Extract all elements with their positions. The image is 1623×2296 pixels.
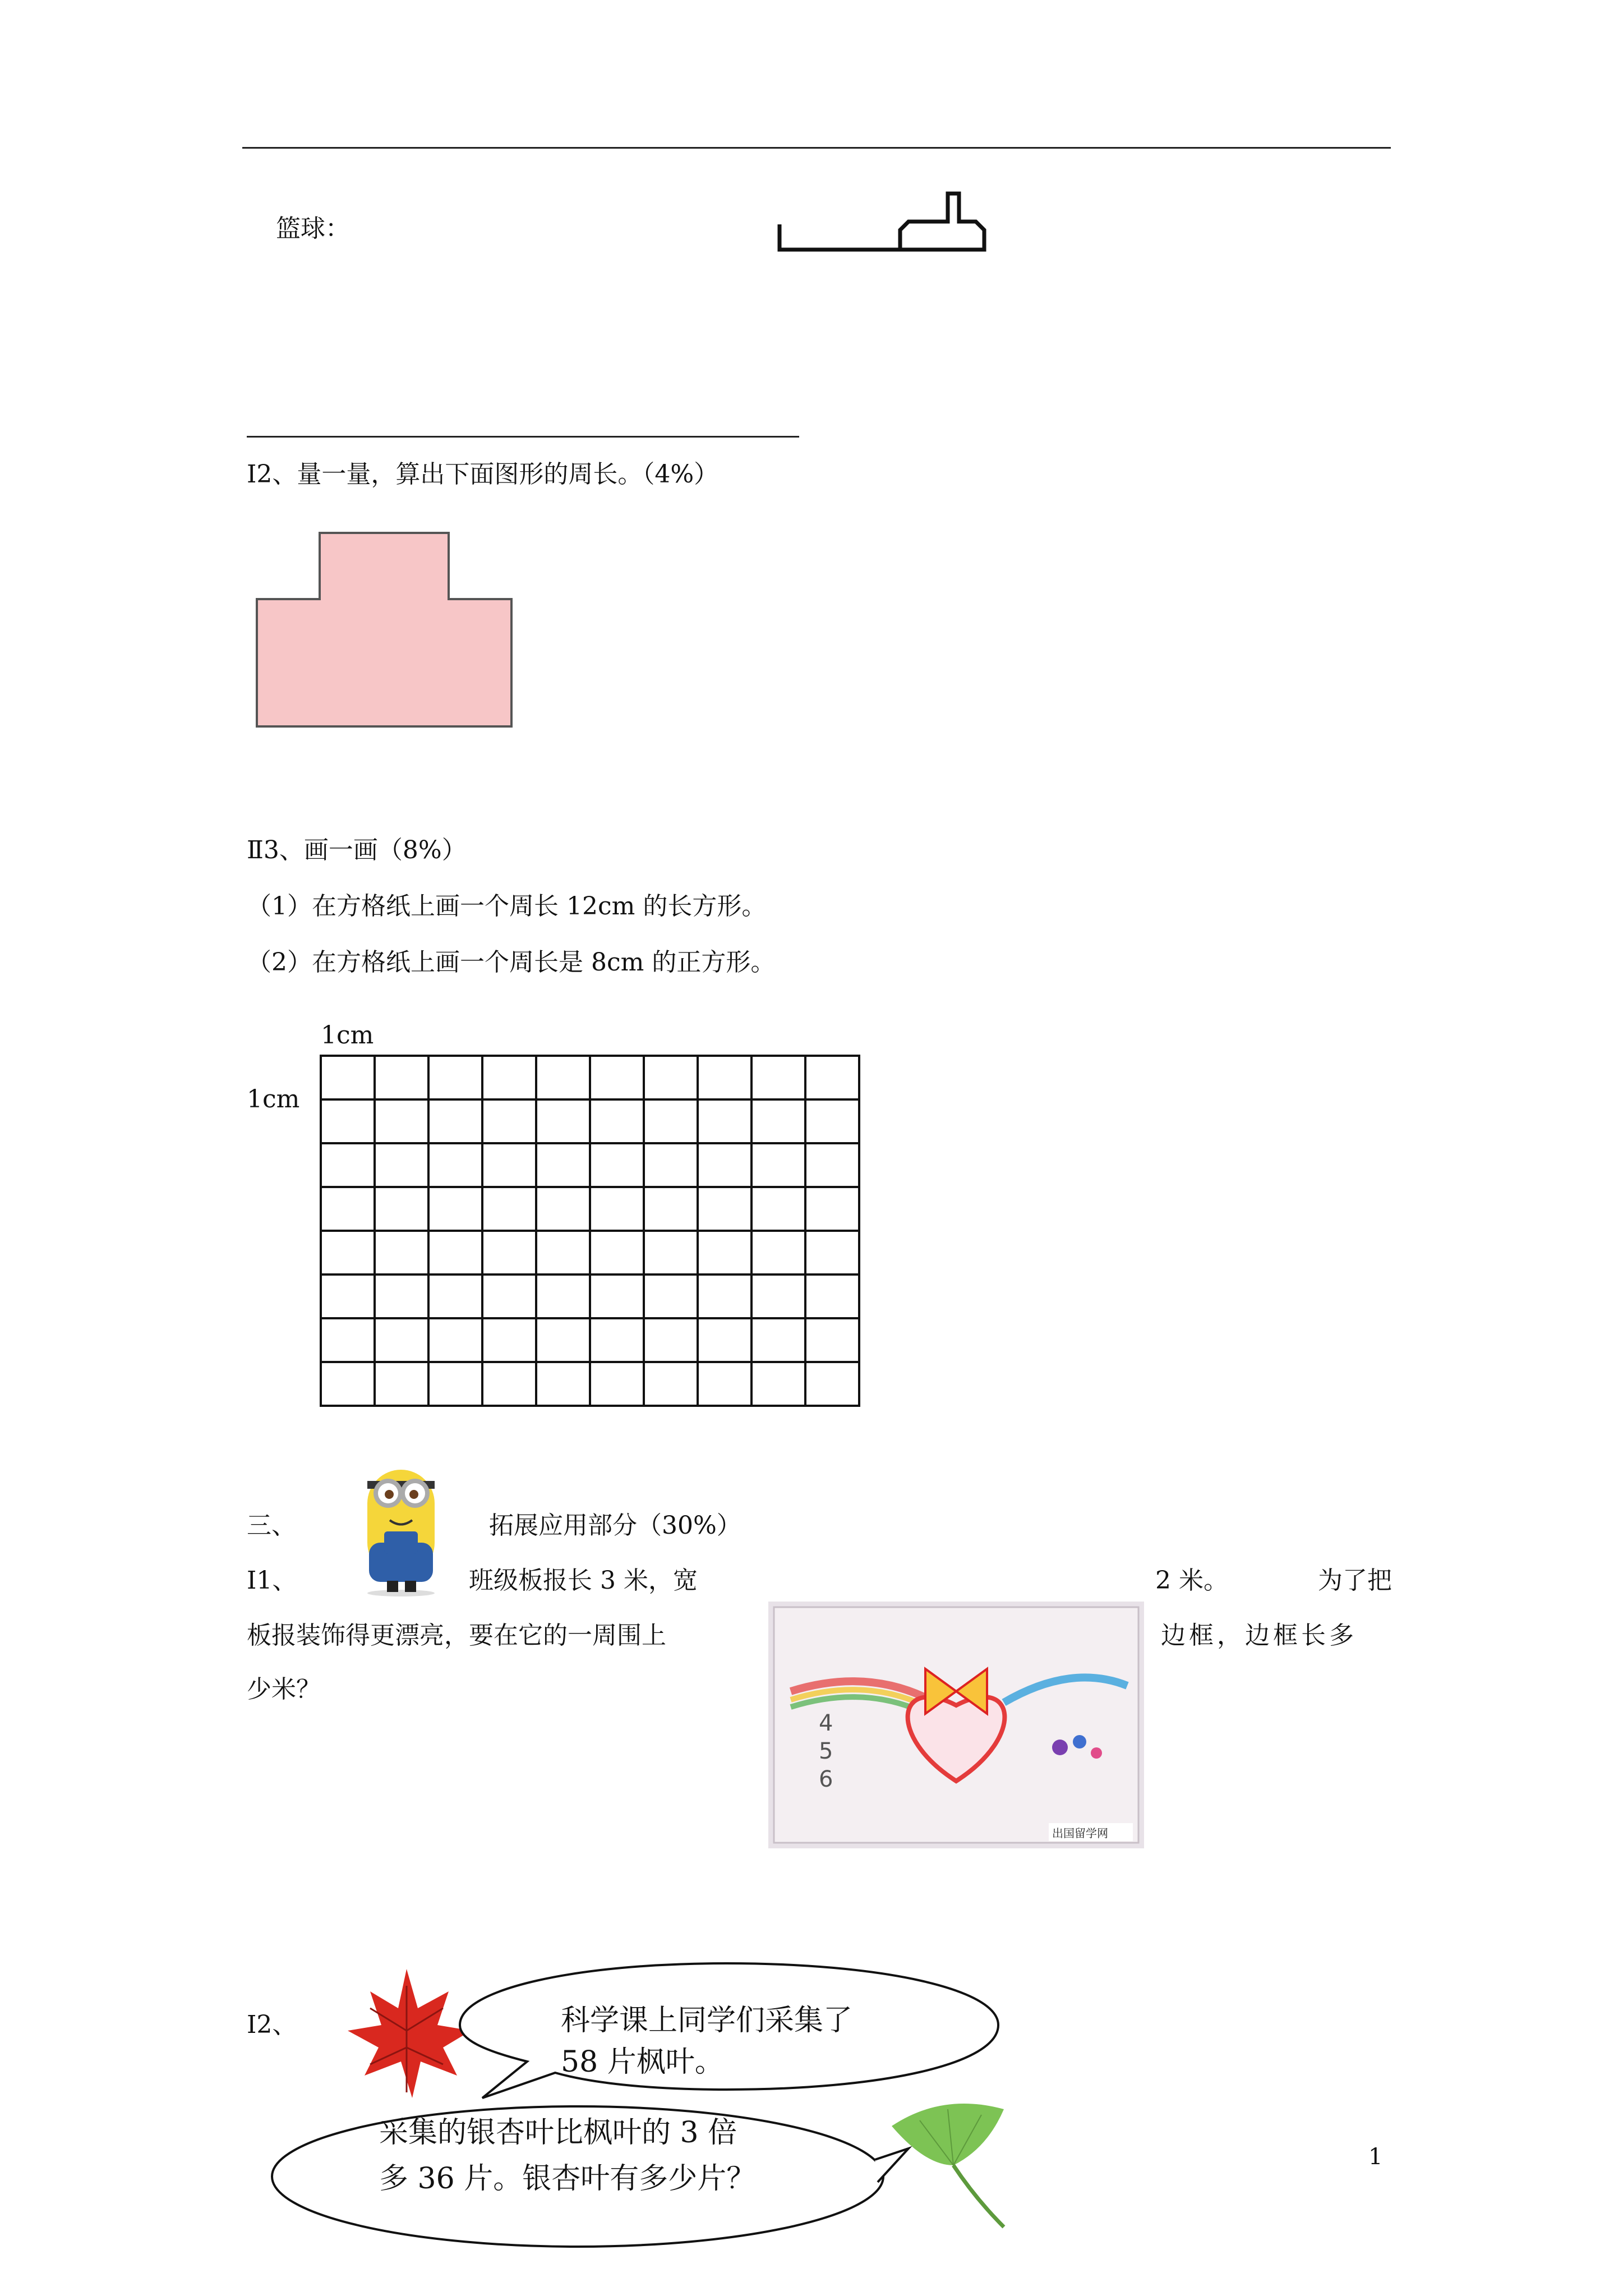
- grid-row: [321, 1362, 859, 1406]
- grid-cell[interactable]: [482, 1362, 536, 1406]
- grid-cell[interactable]: [321, 1143, 375, 1187]
- grid-cell[interactable]: [751, 1362, 805, 1406]
- grid-cell[interactable]: [375, 1187, 428, 1231]
- t-shape-figure: [252, 527, 522, 735]
- grid-cell[interactable]: [428, 1099, 482, 1143]
- grid-cell[interactable]: [590, 1143, 644, 1187]
- grid-cell[interactable]: [482, 1099, 536, 1143]
- grid-cell[interactable]: [805, 1143, 859, 1187]
- app-question-1-line-2a: 板报装饰得更漂亮，要在它的一周围上: [247, 1621, 666, 1650]
- grid-row: [321, 1274, 859, 1318]
- question-3-title: Ⅱ3、画一画（8%）: [247, 836, 467, 864]
- grid-cell[interactable]: [805, 1099, 859, 1143]
- grid-row: [321, 1318, 859, 1362]
- minion-cartoon-image: [353, 1458, 449, 1599]
- grid-cell[interactable]: [428, 1187, 482, 1231]
- grid-cell[interactable]: [375, 1231, 428, 1274]
- grid-cell[interactable]: [482, 1231, 536, 1274]
- grid-cell[interactable]: [375, 1318, 428, 1362]
- grid-cell[interactable]: [536, 1187, 590, 1231]
- grid-cell[interactable]: [482, 1187, 536, 1231]
- grid-cell[interactable]: [321, 1318, 375, 1362]
- app-question-1-prefix: Ⅰ1、: [247, 1566, 297, 1595]
- svg-text:4: 4: [819, 1710, 833, 1736]
- grid-cell[interactable]: [805, 1056, 859, 1099]
- grid-cell[interactable]: [751, 1056, 805, 1099]
- grid-cell[interactable]: [428, 1318, 482, 1362]
- app-question-1-line-2b: 边框，边框长多: [1161, 1621, 1357, 1650]
- grid-row: [321, 1099, 859, 1143]
- bubble-1-line-2: 58 片枫叶。: [561, 2045, 724, 2079]
- grid-row: [321, 1143, 859, 1187]
- app-question-2-prefix: Ⅰ2、: [247, 2010, 297, 2039]
- grid-cell[interactable]: [805, 1231, 859, 1274]
- grid-cell[interactable]: [428, 1056, 482, 1099]
- grid-cell[interactable]: [644, 1274, 698, 1318]
- grid-cell[interactable]: [644, 1056, 698, 1099]
- grid-cell[interactable]: [321, 1099, 375, 1143]
- grid-cell[interactable]: [536, 1099, 590, 1143]
- question-3-item-1: （1）在方格纸上画一个周长 12cm 的长方形。: [247, 892, 767, 921]
- grid-table: [320, 1055, 860, 1407]
- grid-cell[interactable]: [321, 1056, 375, 1099]
- grid-cell[interactable]: [698, 1056, 751, 1099]
- grid-cell[interactable]: [751, 1099, 805, 1143]
- grid-cell[interactable]: [590, 1187, 644, 1231]
- grid-cell[interactable]: [375, 1274, 428, 1318]
- grid-cell[interactable]: [751, 1274, 805, 1318]
- section-3-title: 拓展应用部分（30%）: [489, 1511, 741, 1540]
- grid-cell[interactable]: [644, 1143, 698, 1187]
- poster-caption: 出国留学网: [1052, 1826, 1108, 1840]
- grid-cell[interactable]: [536, 1362, 590, 1406]
- grid-cell[interactable]: [428, 1143, 482, 1187]
- grid-cell[interactable]: [698, 1318, 751, 1362]
- grid-cell[interactable]: [375, 1143, 428, 1187]
- grid-cell[interactable]: [590, 1056, 644, 1099]
- svg-text:6: 6: [819, 1766, 833, 1792]
- grid-row: [321, 1056, 859, 1099]
- question-3-item-2: （2）在方格纸上画一个周长是 8cm 的正方形。: [247, 948, 776, 977]
- bubble-2-line-2: 多 36 片。银杏叶有多少片？: [379, 2162, 756, 2196]
- grid-cell[interactable]: [590, 1318, 644, 1362]
- bubble-1-line-1: 科学课上同学们采集了: [561, 2004, 853, 2037]
- bubble-2-line-1: 采集的银杏叶比枫叶的 3 倍: [379, 2116, 737, 2150]
- grid-cell[interactable]: [428, 1274, 482, 1318]
- grid-cell[interactable]: [375, 1056, 428, 1099]
- grid-cell[interactable]: [698, 1231, 751, 1274]
- basketball-label: 篮球：: [276, 214, 350, 243]
- grid-cell[interactable]: [321, 1187, 375, 1231]
- grid-cell[interactable]: [698, 1187, 751, 1231]
- grid-cell[interactable]: [751, 1318, 805, 1362]
- svg-text:5: 5: [819, 1738, 833, 1764]
- grid-cell[interactable]: [375, 1362, 428, 1406]
- grid-cell[interactable]: [321, 1231, 375, 1274]
- section-rule: [247, 436, 799, 438]
- grid-cell[interactable]: [644, 1318, 698, 1362]
- grid-column-unit-label: 1cm: [321, 1021, 374, 1050]
- grid-cell[interactable]: [805, 1362, 859, 1406]
- page-number: 1: [1368, 2144, 1383, 2170]
- basketball-figure: [774, 191, 998, 258]
- grid-cell[interactable]: [428, 1231, 482, 1274]
- grid-cell[interactable]: [321, 1362, 375, 1406]
- grid-cell[interactable]: [321, 1274, 375, 1318]
- grid-row-unit-label: 1cm: [247, 1085, 300, 1114]
- grid-cell[interactable]: [590, 1362, 644, 1406]
- grid-cell[interactable]: [644, 1099, 698, 1143]
- grid-cell[interactable]: [482, 1143, 536, 1187]
- app-question-1-text-a: 班级板报长 3 米，宽: [469, 1566, 698, 1595]
- grid-cell[interactable]: [644, 1187, 698, 1231]
- grid-cell[interactable]: [590, 1099, 644, 1143]
- grid-cell[interactable]: [536, 1231, 590, 1274]
- grid-cell[interactable]: [805, 1318, 859, 1362]
- grid-cell[interactable]: [698, 1362, 751, 1406]
- app-question-1-text-b: 2 米。: [1155, 1566, 1228, 1595]
- ginkgo-leaf-image: [869, 2087, 1015, 2233]
- section-3-number: 三、: [247, 1511, 296, 1540]
- grid-cell[interactable]: [805, 1187, 859, 1231]
- grid-cell[interactable]: [590, 1274, 644, 1318]
- grid-row: [321, 1187, 859, 1231]
- grid-cell[interactable]: [482, 1274, 536, 1318]
- grid-cell[interactable]: [590, 1231, 644, 1274]
- grid-cell[interactable]: [698, 1274, 751, 1318]
- grid-cell[interactable]: [751, 1187, 805, 1231]
- header-rule: [242, 147, 1391, 149]
- grid-cell[interactable]: [644, 1362, 698, 1406]
- grid-cell[interactable]: [536, 1056, 590, 1099]
- grid-cell[interactable]: [536, 1274, 590, 1318]
- app-question-1-text-c: 为了把: [1318, 1566, 1392, 1595]
- grid-cell[interactable]: [375, 1099, 428, 1143]
- grid-cell[interactable]: [536, 1318, 590, 1362]
- grid-cell[interactable]: [428, 1362, 482, 1406]
- square-grid-paper[interactable]: [320, 1055, 860, 1407]
- grid-cell[interactable]: [482, 1056, 536, 1099]
- question-2-title: Ⅰ2、量一量，算出下面图形的周长。（4%）: [247, 460, 719, 489]
- grid-cell[interactable]: [536, 1143, 590, 1187]
- grid-cell[interactable]: [482, 1318, 536, 1362]
- class-blackboard-poster-image: [768, 1602, 1144, 1848]
- grid-cell[interactable]: [805, 1274, 859, 1318]
- app-question-1-line-3: 少米？: [247, 1675, 321, 1704]
- grid-cell[interactable]: [644, 1231, 698, 1274]
- grid-cell[interactable]: [751, 1143, 805, 1187]
- grid-row: [321, 1231, 859, 1274]
- grid-cell[interactable]: [751, 1231, 805, 1274]
- grid-cell[interactable]: [698, 1099, 751, 1143]
- grid-cell[interactable]: [698, 1143, 751, 1187]
